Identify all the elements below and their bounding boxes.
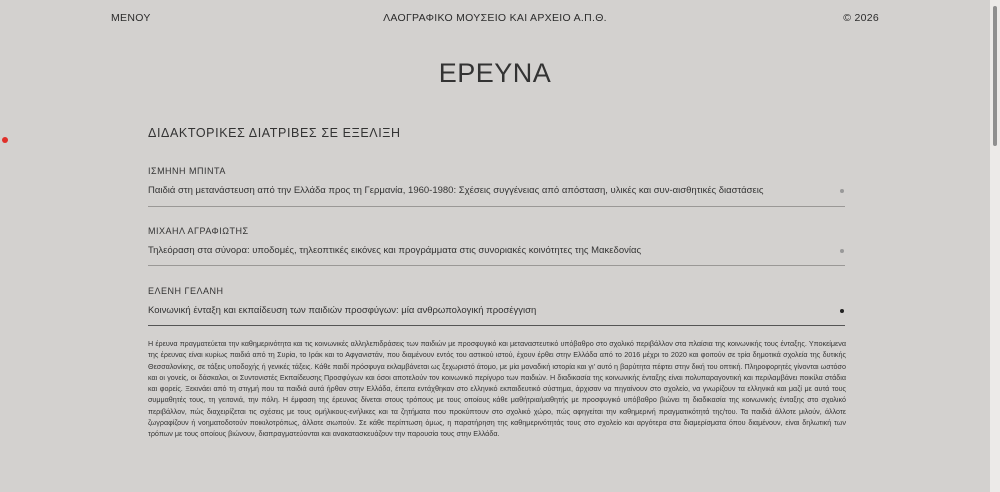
thesis-item-3 bbox=[148, 285, 845, 326]
red-dot-indicator bbox=[2, 137, 8, 143]
thesis-author: ΜΙΧΑΗΛ ΑΓΡΑΦΙΩΤΗΣ bbox=[148, 226, 249, 236]
thesis-toggle-row[interactable] bbox=[148, 305, 845, 319]
thesis-title: Κοινωνική ένταξη και εκπαίδευση των παιδιών προσφύγων: μία ανθρωπολογική προσέγγιση bbox=[148, 305, 537, 316]
expand-dot-icon[interactable] bbox=[840, 249, 844, 253]
thesis-item-2 bbox=[148, 225, 845, 266]
research-section bbox=[148, 126, 845, 316]
thesis-author: ΙΣΜΗΝΗ ΜΠΙΝΤΑ bbox=[148, 166, 226, 176]
top-bar bbox=[0, 12, 990, 26]
menu-button[interactable]: ΜΕΝΟΥ bbox=[111, 12, 151, 24]
thesis-toggle-row[interactable] bbox=[148, 185, 845, 199]
expand-dot-icon[interactable] bbox=[840, 189, 844, 193]
section-title: ΔΙΔΑΚΤΟΡΙΚΕΣ ΔΙΑΤΡΙΒΕΣ ΣΕ ΕΞΕΛΙΞΗ bbox=[148, 126, 401, 140]
thesis-title: Παιδιά στη μετανάστευση από την Ελλάδα προς τη Γερμανία, 1960-1980: Σχέσεις συγγένειας από απόσταση, υλικές και συν-αισθητικές διαστάσεις bbox=[148, 185, 764, 196]
collapse-dot-icon[interactable] bbox=[840, 309, 844, 313]
page-title: ΕΡΕΥΝΑ bbox=[438, 58, 552, 88]
site-title-link[interactable]: ΛΑΟΓΡΑΦΙΚΟ ΜΟΥΣΕΙΟ ΚΑΙ ΑΡΧΕΙΟ Α.Π.Θ. bbox=[383, 12, 607, 24]
thesis-item-1 bbox=[148, 165, 845, 207]
scrollbar-thumb[interactable] bbox=[993, 6, 997, 146]
thesis-title: Τηλεόραση στα σύνορα: υποδομές, τηλεοπτικές εικόνες και προγράμματα στις συνοριακές κοινότητες της Μακεδονίας bbox=[148, 245, 642, 256]
thesis-author: ΕΛΕΝΗ ΓΕΛΑΝΗ bbox=[148, 286, 224, 296]
page-scrollbar[interactable] bbox=[990, 0, 1000, 492]
copyright-text: © 2026 bbox=[843, 12, 879, 24]
thesis-abstract: Η έρευνα πραγματεύεται την καθημερινότητα και τις κοινωνικές αλληλεπιδράσεις των παιδιών με προσφυγικό και μεταναστευτικό υπόβαθρο στο σχολικό περιβάλλον στα πλαίσια της κοινωνικής τους ένταξης. Υποκείμενα της έρευνας είναι κυρίως παιδιά από τη Συρία, το Ιράκ και το Αφγανιστάν, που διαμένουν εντός του αστικού ιστού, έχουν έρθει στην Ελλάδα από το 2016 μέχρι το 2020 και φοιτούν σε τρία δημοτικά σχολεία της δυτικής Θεσσαλονίκης, σε τάξεις υποδοχής ή γενικές τάξεις. Κάθε παιδί πρόσφυγα εκλαμβάνεται ως ξεχωριστό άτομο, με μία μοναδική ιστορία και γι' αυτό η βαρύτητα πέφτει στην δική του οπτική. Πληροφορητές γίνονται ωστόσο και οι γονείς, οι δάσκαλοι, οι Συντονιστές Εκπαίδευσης Προσφύγων και όσοι αποτελούν τον κοινωνικό περίγυρο των παιδιών. Η διαδικασία της κοινωνικής ένταξης είναι πολυπαραγοντική και περιλαμβάνει ποικίλα στάδια και φορείς. Ξεκινάει από τη στιγμή που τα παιδιά αυτά ήρθαν στην Ελλάδα, έπειτα εντάχθηκαν στο ελληνικό εκπαιδευτικό σύστημα, άρχισαν να πηγαίνουν στο σχολείο, να γνωρίζουν τα ελληνικά και μαζί με αυτά τους συμμαθητές τους, τη γειτονιά, την πόλη. Η έμφαση της έρευνας δίνεται στους τρόπους με τους οποίους κάθε μαθήτρια/μαθητής με προσφυγικό υπόβαθρο βιώνει τη διαδικασία της κοινωνικής ένταξης στο σχολικό περιβάλλον, πώς διαχειρίζεται τις σχέσεις με τους ομήλικους-ενήλικες και τα ζητήματα που προκύπτουν στο σχολικό χώρο, πώς αφηγείται την καθημερινή πραγματικότητά της/του. Τα παιδιά άλλοτε μιλούν, άλλοτε ζωγραφίζουν ή νοηματοδοτούν ποικιλοτρόπως, άλλοτε σιωπούν. Σε κάθε περίπτωση όμως, η παρατήρηση της καθημερινότητάς τους στο σχολείο και αργότερα στα διαμερίσματα όπου διαμένουν, είναι δηλωτική των τρόπων με τους οποίους βιώνουν, διαπραγματεύονται και ανακατασκευάζουν την παρουσία τους στην Ελλάδα. bbox=[148, 339, 846, 439]
thesis-toggle-row[interactable] bbox=[148, 245, 845, 259]
